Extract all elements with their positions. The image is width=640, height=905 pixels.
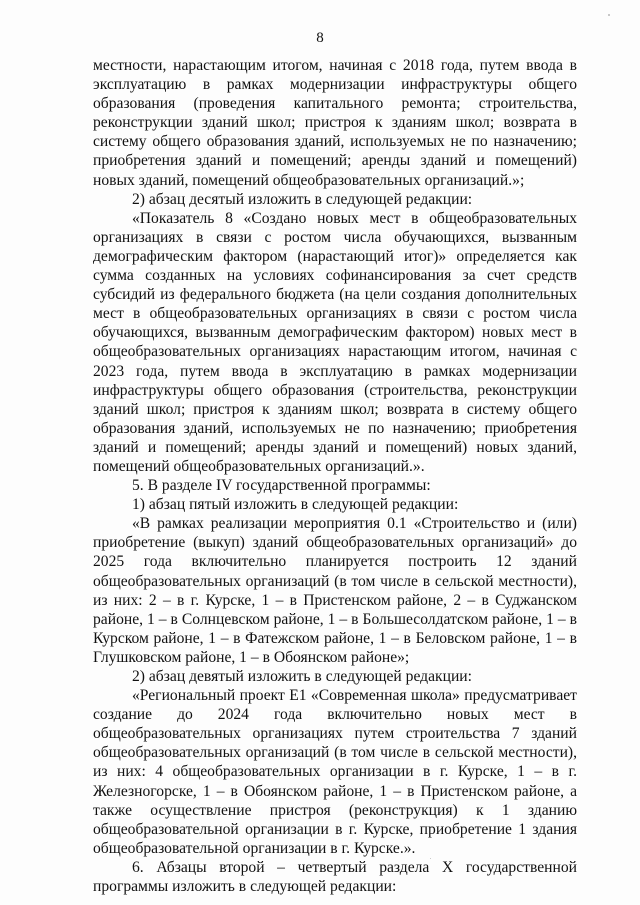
paragraph: 2) абзац девятый изложить в следующей редакции:	[132, 668, 472, 685]
paragraph: 6. Абзацы второй – четвертый раздела X государственной программы изложить в следующей редакции:	[93, 858, 577, 896]
paragraph: местности, нарастающим итогом, начиная с 2018 года, путем ввода в эксплуатацию в рамках модернизации инфраструктуры общего образования (проведения капитального ремонта; строительства, реконструкции зданий школ; пристроя к зданиям школ; возврата в систему общего образования зданий, используемых не по назначению; приобретения зданий и помещений; аренды зданий и помещений) новых зданий, помещений общеобразовательных организаций.»;	[93, 57, 577, 189]
paragraph: 5. В разделе IV государственной программы:	[132, 477, 431, 495]
paragraph: 1) абзац пятый изложить в следующей редакции:	[132, 496, 459, 514]
paragraph: «В рамках реализации мероприятия 0.1 «Строительство и (или) приобретение (выкуп) зданий общеобразовательных организаций» до 2025 года включительно планируется построить 12 зданий общеобразовательных организаций (в том числе в сельской местности), из них: 2 – в г. Курске, 1 – в Пристенском районе, 2 – в Суджанском районе, 1 – в Солнцевском районе, 1 – в Большесолдатском районе, 1 – в Курском районе, 1 – в Фатежском районе, 1 – в Беловском районе, 1 – в Глушковском районе, 1 – в Обоянском районе»;	[93, 515, 577, 666]
page-number: 8	[316, 30, 324, 46]
scan-speck	[608, 14, 610, 16]
paragraph: «Показатель 8 «Создано новых мест в общеобразовательных организациях в связи с ростом числа обучающихся, вызванным демографическим фактором (нарастающий итог)» определяется как сумма созданных на условиях софинансирования за счет средств субсидий из федерального бюджета (на цели создания дополнительных мест в общеобразовательных организациях в связи с ростом числа обучающихся, вызванным демографическим фактором) новых мест в общеобразовательных организациях нарастающим итогом, начиная с 2023 года, путем ввода в эксплуатацию в рамках модернизации инфраструктуры общего образования (строительства, реконструкции зданий школ; пристроя к зданиям школ; возврата в систему общего образования зданий, используемых не по назначению; приобретения зданий и помещений; аренды зданий и помещений) новых зданий, помещений общеобразовательных организаций.».	[93, 209, 577, 475]
paragraph: 2) абзац десятый изложить в следующей редакции:	[132, 190, 473, 208]
scan-speck	[430, 858, 431, 859]
paragraph: «Региональный проект E1 «Современная школа» предусматривает создание до 2024 года включительно новых мест в общеобразовательных организациях путем строительства 7 зданий общеобразовательных организаций (в том числе в сельской местности), из них: 4 общеобразовательных организации в г. Курске, 1 – в г. Железногорске, 1 – в Обоянском районе, 1 – в Пристенском районе, а также осуществление пристроя (реконструкция) к 1 зданию общеобразовательной организации в г. Курске, приобретение 1 здания общеобразовательной организации в г. Курске.».	[93, 687, 577, 857]
document-body	[93, 56, 577, 896]
